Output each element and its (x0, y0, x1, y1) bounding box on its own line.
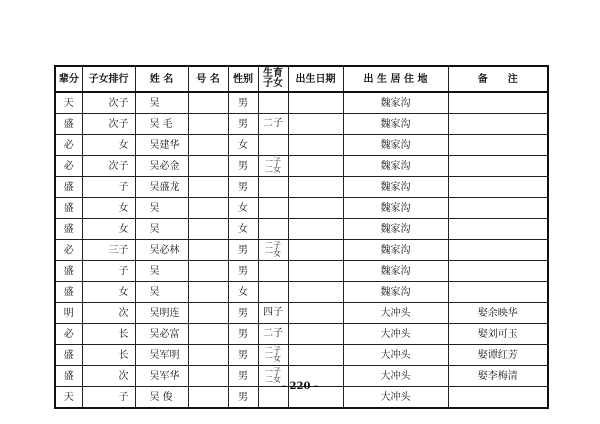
cell-children (258, 240, 288, 261)
cell-courtesy-name (188, 303, 228, 324)
cell-courtesy-name (188, 261, 228, 282)
genealogy-table (54, 65, 549, 409)
table-row (55, 92, 548, 114)
cell-remarks: 娶余映华 (448, 303, 548, 324)
cell-birth-order: 长 (82, 324, 135, 345)
cell-residence: 魏家沟 (343, 156, 448, 177)
cell-generation: 盛 (55, 198, 82, 219)
cell-children (258, 156, 288, 177)
cell-residence: 大冲头 (343, 324, 448, 345)
cell-gender: 男 (228, 114, 258, 135)
cell-generation: 盛 (55, 366, 82, 387)
header-residence: 出 生 居 住 地 (343, 66, 448, 92)
children-entry: 一子 (265, 157, 281, 166)
cell-residence: 魏家沟 (343, 92, 448, 114)
cell-courtesy-name (188, 92, 228, 114)
cell-generation: 必 (55, 324, 82, 345)
cell-courtesy-name (188, 240, 228, 261)
header-gender: 性别 (228, 66, 258, 92)
cell-remarks: 娶谭红芳 (448, 345, 548, 366)
cell-birth-order: 子 (82, 387, 135, 409)
cell-name: 吴 (135, 261, 188, 282)
cell-children (258, 92, 288, 114)
cell-generation: 天 (55, 92, 82, 114)
table-row (55, 114, 548, 135)
cell-gender: 男 (228, 261, 258, 282)
cell-birth-order: 次 (82, 303, 135, 324)
children-entry: 一子 (265, 367, 281, 376)
cell-courtesy-name (188, 135, 228, 156)
cell-residence: 魏家沟 (343, 177, 448, 198)
cell-remarks (448, 177, 548, 198)
table-body (55, 92, 548, 408)
cell-name: 吴 (135, 282, 188, 303)
cell-courtesy-name (188, 156, 228, 177)
header-birth-date: 出生日期 (288, 66, 343, 92)
table-row (55, 240, 548, 261)
table-row (55, 177, 548, 198)
cell-children (258, 219, 288, 240)
children-entry: 二子 (263, 328, 283, 339)
cell-birth-order: 女 (82, 135, 135, 156)
page-number: - 220 - (281, 381, 319, 392)
cell-residence: 魏家沟 (343, 240, 448, 261)
header-children (258, 66, 288, 92)
header-generation: 辈分 (55, 66, 82, 92)
cell-name: 吴 毛 (135, 114, 188, 135)
cell-children (258, 261, 288, 282)
cell-birth-order: 子 (82, 177, 135, 198)
cell-birth-date (288, 282, 343, 303)
cell-birth-date (288, 198, 343, 219)
cell-birth-date (288, 135, 343, 156)
cell-courtesy-name (188, 177, 228, 198)
cell-birth-order: 次子 (82, 156, 135, 177)
cell-birth-order: 长 (82, 345, 135, 366)
cell-generation: 盛 (55, 219, 82, 240)
cell-gender: 男 (228, 177, 258, 198)
cell-gender: 女 (228, 135, 258, 156)
cell-children (258, 282, 288, 303)
cell-residence: 魏家沟 (343, 198, 448, 219)
cell-gender: 女 (228, 198, 258, 219)
header-name: 姓 名 (135, 66, 188, 92)
cell-remarks: 娶李梅清 (448, 366, 548, 387)
cell-residence: 魏家沟 (343, 219, 448, 240)
header-remarks: 备 注 (448, 66, 548, 92)
table-row (55, 198, 548, 219)
cell-generation: 天 (55, 387, 82, 409)
cell-children (258, 135, 288, 156)
cell-birth-date (288, 114, 343, 135)
cell-gender: 男 (228, 92, 258, 114)
cell-gender: 男 (228, 156, 258, 177)
cell-residence: 大冲头 (343, 303, 448, 324)
header-children-line1: 生育 (263, 68, 283, 79)
cell-remarks (448, 261, 548, 282)
table-row (55, 219, 548, 240)
cell-generation: 必 (55, 240, 82, 261)
cell-name: 吴明连 (135, 303, 188, 324)
cell-generation: 盛 (55, 282, 82, 303)
cell-courtesy-name (188, 345, 228, 366)
cell-gender: 男 (228, 303, 258, 324)
cell-children (258, 345, 288, 366)
cell-name: 吴 (135, 92, 188, 114)
cell-gender: 女 (228, 282, 258, 303)
children-entry: 二子 (265, 241, 281, 250)
cell-residence: 魏家沟 (343, 261, 448, 282)
cell-gender: 男 (228, 366, 258, 387)
cell-birth-order: 子 (82, 261, 135, 282)
cell-remarks (448, 282, 548, 303)
cell-birth-order: 次子 (82, 114, 135, 135)
children-entry: 一女 (265, 354, 281, 363)
cell-name: 吴必林 (135, 240, 188, 261)
cell-courtesy-name (188, 282, 228, 303)
cell-name: 吴盛龙 (135, 177, 188, 198)
cell-name: 吴军明 (135, 345, 188, 366)
cell-remarks (448, 198, 548, 219)
cell-birth-date (288, 156, 343, 177)
cell-generation: 盛 (55, 177, 82, 198)
cell-remarks (448, 240, 548, 261)
cell-generation: 盛 (55, 114, 82, 135)
children-entry: 二女 (265, 165, 281, 174)
cell-courtesy-name (188, 219, 228, 240)
cell-gender: 男 (228, 324, 258, 345)
cell-generation: 盛 (55, 345, 82, 366)
cell-birth-order: 次子 (82, 92, 135, 114)
cell-residence: 魏家沟 (343, 114, 448, 135)
cell-children (258, 177, 288, 198)
cell-name: 吴 俊 (135, 387, 188, 409)
cell-birth-date (288, 261, 343, 282)
children-entry: 四子 (263, 307, 283, 318)
cell-residence: 大冲头 (343, 345, 448, 366)
cell-birth-date (288, 324, 343, 345)
cell-birth-date (288, 177, 343, 198)
header-row (55, 66, 548, 92)
cell-remarks (448, 156, 548, 177)
cell-birth-order: 女 (82, 198, 135, 219)
cell-birth-date (288, 92, 343, 114)
header-courtesy-name: 号 名 (188, 66, 228, 92)
cell-generation: 必 (55, 135, 82, 156)
table-row (55, 135, 548, 156)
cell-generation: 盛 (55, 261, 82, 282)
cell-gender: 男 (228, 345, 258, 366)
cell-name: 吴 (135, 198, 188, 219)
cell-birth-date (288, 345, 343, 366)
cell-birth-date (288, 303, 343, 324)
cell-residence: 魏家沟 (343, 282, 448, 303)
cell-residence: 魏家沟 (343, 135, 448, 156)
cell-name: 吴必富 (135, 324, 188, 345)
cell-courtesy-name (188, 198, 228, 219)
cell-birth-order: 女 (82, 282, 135, 303)
cell-gender: 女 (228, 219, 258, 240)
cell-birth-order: 女 (82, 219, 135, 240)
header-birth-order: 子女排行 (82, 66, 135, 92)
cell-generation: 明 (55, 303, 82, 324)
children-entry: 一女 (265, 249, 281, 258)
cell-birth-date (288, 219, 343, 240)
cell-name: 吴军华 (135, 366, 188, 387)
cell-remarks (448, 219, 548, 240)
cell-children (258, 114, 288, 135)
table-row (55, 324, 548, 345)
table-row (55, 345, 548, 366)
cell-children (258, 324, 288, 345)
cell-courtesy-name (188, 324, 228, 345)
cell-children (258, 303, 288, 324)
cell-name: 吴必金 (135, 156, 188, 177)
cell-birth-order: 次 (82, 366, 135, 387)
children-entry: 二女 (265, 375, 281, 384)
cell-children (258, 198, 288, 219)
children-entry: 二子 (263, 118, 283, 129)
header-children-line2: 子女 (263, 78, 283, 89)
cell-residence: 大冲头 (343, 387, 448, 409)
children-entry: 二子 (265, 346, 281, 355)
cell-remarks (448, 92, 548, 114)
cell-remarks: 娶刘可玉 (448, 324, 548, 345)
cell-gender: 男 (228, 240, 258, 261)
cell-birth-order: 三子 (82, 240, 135, 261)
cell-birth-date (288, 240, 343, 261)
cell-courtesy-name (188, 114, 228, 135)
cell-residence: 大冲头 (343, 366, 448, 387)
cell-name: 吴建华 (135, 135, 188, 156)
table-row (55, 261, 548, 282)
table-row (55, 303, 548, 324)
cell-name: 吴 (135, 219, 188, 240)
table-row (55, 156, 548, 177)
cell-generation: 必 (55, 156, 82, 177)
cell-remarks (448, 114, 548, 135)
table-row (55, 282, 548, 303)
cell-remarks (448, 135, 548, 156)
cell-gender: 男 (228, 387, 258, 409)
